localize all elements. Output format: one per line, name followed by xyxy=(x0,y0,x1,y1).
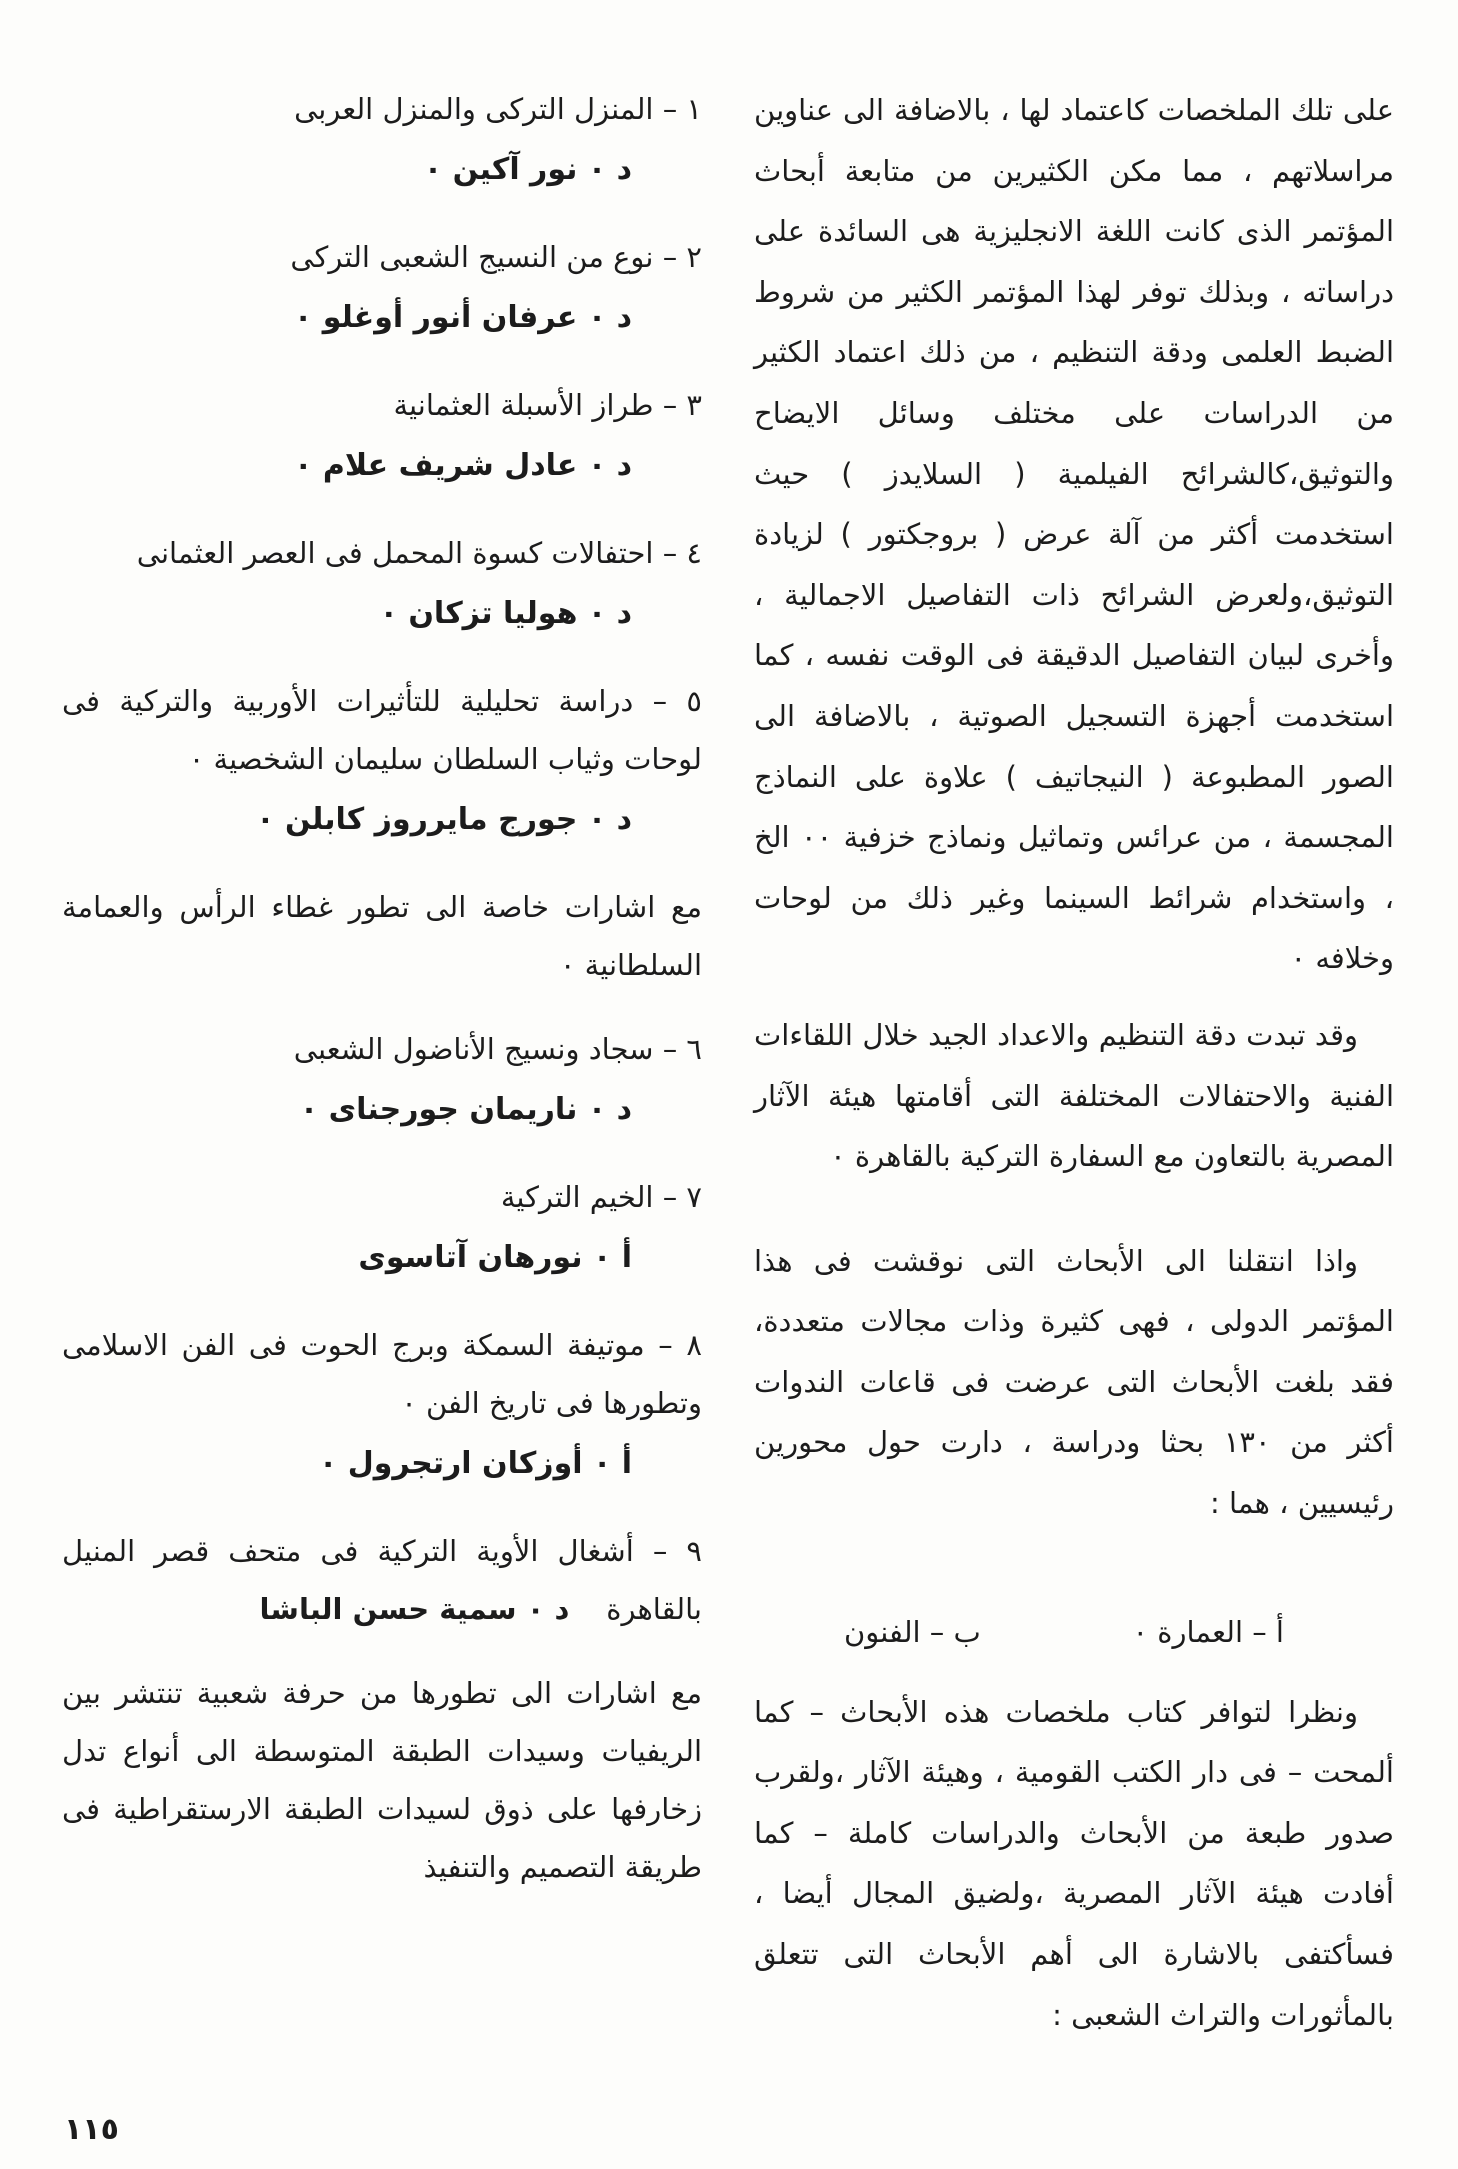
right-column xyxy=(754,80,1394,2045)
research-title: ٣ – طراز الأسبلة العثمانية xyxy=(393,388,702,422)
research-author: د ٠ عادل شريف علام ٠ xyxy=(294,448,632,483)
research-title: ٦ – سجاد ونسيج الأناضول الشعبى xyxy=(293,1032,702,1066)
research-entry xyxy=(62,376,702,498)
research-author: د ٠ نور آكين ٠ xyxy=(423,152,632,187)
research-title: ٧ – الخيم التركية xyxy=(500,1180,702,1214)
research-title: ٥ – دراسة تحليلية للتأثيرات الأوربية والتركية فى لوحات وثياب السلطان سليمان الشخصية ٠ xyxy=(62,684,702,776)
paragraph-research-topics: واذا انتقلنا الى الأبحاث التى نوقشت فى هذا المؤتمر الدولى ، فهى كثيرة وذات مجالات متعددة، فقد بلغت الأبحاث التى عرضت فى قاعات الندوات أكثر من ١٣٠ بحثا ودراسة ، دارت حول محورين رئيسيين ، هما : xyxy=(754,1243,1394,1521)
research-title xyxy=(62,1522,702,1638)
research-entry xyxy=(62,228,702,350)
research-title: ٨ – موتيفة السمكة وبرج الحوت فى الفن الاسلامى وتطورها فى تاريخ الفن ٠ xyxy=(62,1328,702,1420)
research-entry xyxy=(62,1522,702,1638)
research-entry xyxy=(62,1316,702,1496)
left-column-research-list xyxy=(62,80,702,1922)
research-author: د ٠ عرفان أنور أوغلو ٠ xyxy=(293,300,632,335)
category-architecture: أ – العمارة ٠ xyxy=(1132,1614,1284,1649)
research-author: أ ٠ أوزكان ارتجرول ٠ xyxy=(319,1446,632,1481)
research-author: د ٠ جورج مايرروز كابلن ٠ xyxy=(256,802,632,837)
research-entry xyxy=(62,80,702,202)
category-arts: ب – الفنون xyxy=(844,1614,981,1649)
research-entry xyxy=(62,1168,702,1290)
research-title: ٤ – احتفالات كسوة المحمل فى العصر العثمانى xyxy=(136,536,702,570)
research-author: د ٠ ناريمان جورجناى ٠ xyxy=(299,1092,632,1127)
research-entry xyxy=(62,1020,702,1142)
research-entry xyxy=(62,524,702,646)
paragraph-abstracts-note: ونظرا لتوافر كتاب ملخصات هذه الأبحاث – كما ألمحت – فى دار الكتب القومية ، وهيئة الآثار ،ولقرب صدور طبعة من الأبحاث والدراسات كاملة – كما أفادت هيئة الآثار المصرية ،ولضيق المجال أيضا ، فسأكتفى بالاشارة الى أهم الأبحاث التى تتعلق بالمأثورات والتراث الشعبى : xyxy=(754,1694,1394,2032)
research-author: د ٠ هوليا تزكان ٠ xyxy=(379,596,632,631)
research-note: مع اشارات خاصة الى تطور غطاء الرأس والعمامة السلطانية ٠ xyxy=(62,890,702,982)
research-title: ٢ – نوع من النسيج الشعبى التركى xyxy=(290,240,702,274)
research-title: ١ – المنزل التركى والمنزل العربى xyxy=(294,92,702,126)
paragraph-conference-organization: على تلك الملخصات كاعتماد لها ، بالاضافة الى عناوين مراسلاتهم ، مما مكن الكثيرين من متابعة أبحاث المؤتمر الذى كانت اللغة الانجليزية هى السائدة على دراساته ، وبذلك توفر لهذا المؤتمر الكثير من شروط الضبط العلمى ودقة التنظيم ، من ذلك اعتماد الكثير من الدراسات على مختلف وسائل الايضاح والتوثيق،كالشرائح الفيلمية ( السلايدز ) حيث استخدمت أكثر من آلة عرض ( بروجكتور ) لزيادة التوثيق،ولعرض الشرائح ذات التفاصيل الاجمالية ، وأخرى لبيان التفاصيل الدقيقة فى الوقت نفسه ، كما استخدمت أجهزة التسجيل الصوتية ، بالاضافة الى الصور المطبوعة ( النيجاتيف ) علاوة على النماذج المجسمة ، من عرائس وتماثيل ونماذج خزفية ٠٠ الخ ، واستخدام شرائط السينما وغير ذلك من لوحات وخلافه ٠ xyxy=(754,93,1394,976)
research-title-text: ٩ – أشغال الأوية التركية فى متحف قصر المنيل بالقاهرة xyxy=(62,1534,702,1626)
paragraph-events: وقد تبدت دقة التنظيم والاعداد الجيد خلال اللقاءات الفنية والاحتفالات المختلفة التى أقامتها هيئة الآثار المصرية بالتعاون مع السفارة التركية بالقاهرة ٠ xyxy=(754,1017,1394,1174)
category-list xyxy=(754,1602,1394,1662)
research-author: أ ٠ نورهان آتاسوى xyxy=(358,1240,632,1275)
page-number: ١١٥ xyxy=(64,2112,119,2147)
research-note: مع اشارات الى تطورها من حرفة شعبية تنتشر بين الريفيات وسيدات الطبقة المتوسطة الى أنواع تدل زخارفها على ذوق لسيدات الطبقة الارستقراطية فى طريقة التصميم والتنفيذ xyxy=(62,1676,702,1884)
research-entry xyxy=(62,672,702,852)
research-author-inline: د ٠ سمية حسن الباشا xyxy=(259,1592,570,1626)
